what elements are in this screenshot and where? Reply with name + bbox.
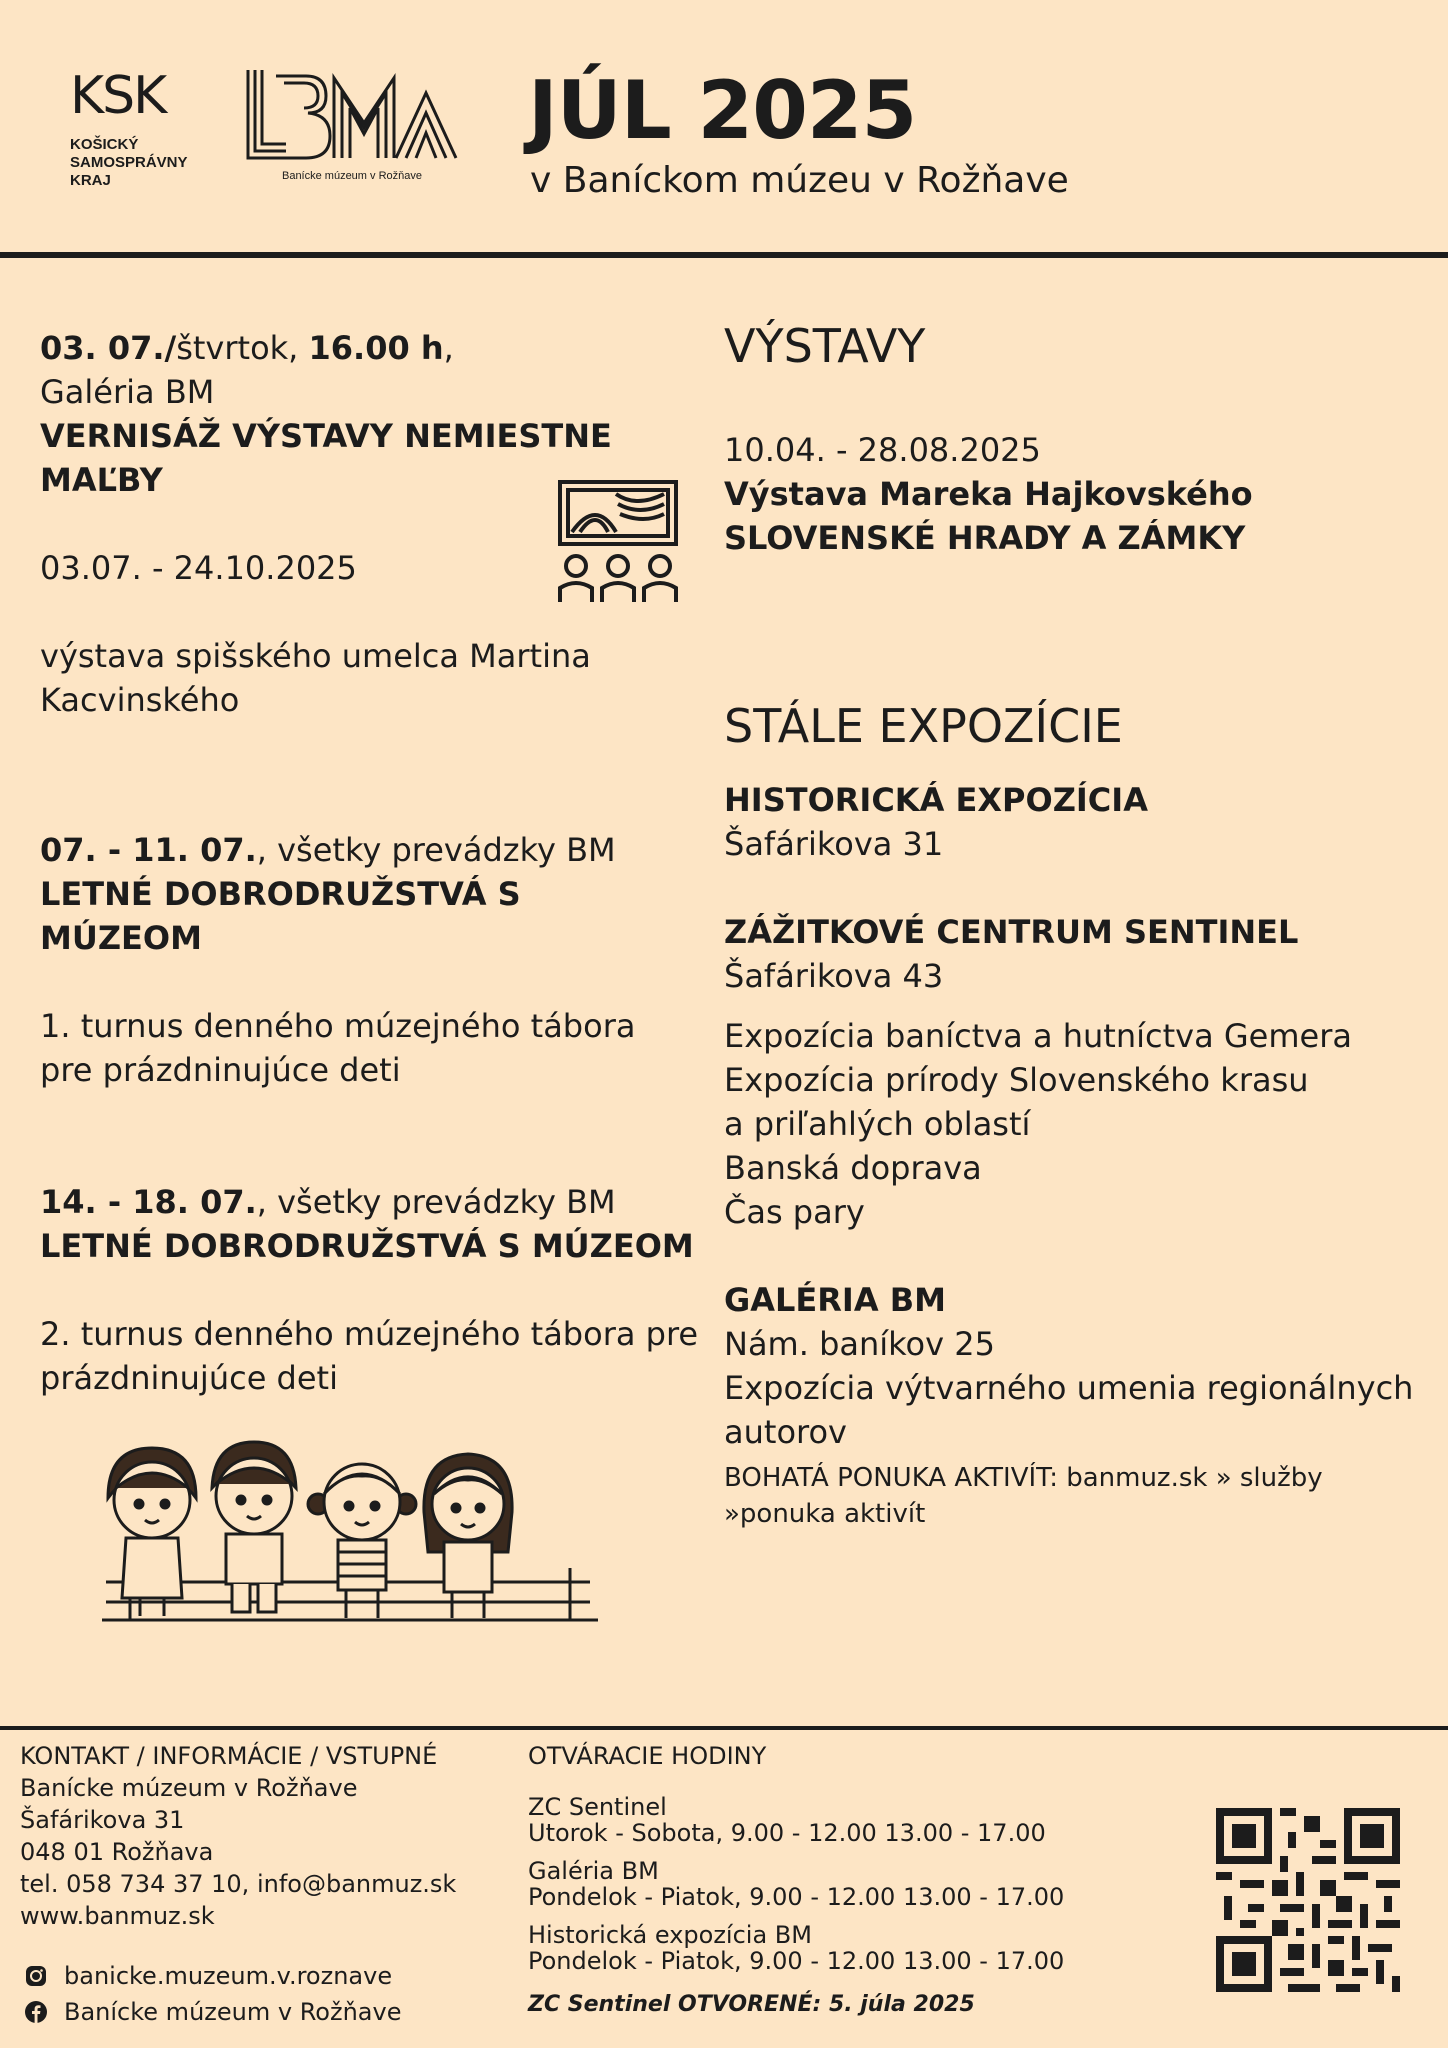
- activities-offer-line1[interactable]: BOHATÁ PONUKA AKTIVÍT: banmuz.sk » služby: [724, 1463, 1323, 1493]
- gallery-audience-icon: [556, 478, 680, 606]
- qr-code[interactable]: [1216, 1808, 1400, 1992]
- contact-phone-email[interactable]: tel. 058 734 37 10, info@banmuz.sk: [20, 1870, 457, 1898]
- hours-block: Galéria BM Pondelok - Piatok, 9.00 - 12.00 13.00 - 17.00: [528, 1857, 1065, 1911]
- gallery-address: Nám. baníkov 25: [724, 1325, 995, 1363]
- gallery-name: GALÉRIA BM: [724, 1281, 946, 1319]
- contact-website[interactable]: www.banmuz.sk: [20, 1902, 215, 1930]
- ksk-logo: [70, 66, 220, 190]
- sentinel-item: a priľahlých oblastí: [724, 1105, 1031, 1143]
- historical-address: Šafárikova 31: [724, 825, 944, 863]
- children-illustration: [100, 1438, 600, 1624]
- exhibitions-heading: VÝSTAVY: [724, 319, 926, 373]
- sentinel-name: ZÁŽITKOVÉ CENTRUM SENTINEL: [724, 913, 1299, 951]
- header-divider: [0, 252, 1448, 258]
- sentinel-item: Čas pary: [724, 1193, 865, 1231]
- exhibition-range: 10.04. - 28.08.2025: [724, 431, 1041, 469]
- hours-block: Historická expozícia BM Pondelok - Piatok, 9.00 - 12.00 13.00 - 17.00: [528, 1921, 1065, 1975]
- facebook-page[interactable]: Banícke múzeum v Rožňave: [64, 1998, 402, 2026]
- instagram-link[interactable]: [24, 1960, 504, 1992]
- event-2-desc: 1. turnus denného múzejného tábora pre prázdninujúce deti: [40, 1007, 636, 1089]
- event-1-place: Galéria BM: [40, 373, 215, 411]
- page-subtitle: v Baníckom múzeu v Rožňave: [530, 160, 1069, 201]
- activities-offer: [724, 1460, 1434, 1532]
- contact-line: Šafárikova 31: [20, 1806, 185, 1834]
- event-1-when: 03. 07./štvrtok, 16.00 h,: [40, 329, 454, 367]
- footer-divider: [0, 1726, 1448, 1730]
- ksk-text: KOŠICKÝ SAMOSPRÁVNY KRAJ: [70, 136, 188, 189]
- sentinel-address: Šafárikova 43: [724, 957, 944, 995]
- sentinel-opening-note: ZC Sentinel OTVORENÉ: 5. júla 2025: [528, 1992, 975, 2017]
- facebook-icon: [24, 2000, 48, 2024]
- social-block: [24, 1960, 504, 2028]
- ksk-mark: KSK: [70, 66, 166, 126]
- event-2-when: 07. - 11. 07., všetky prevádzky BM: [40, 831, 616, 869]
- event-2: [40, 828, 680, 1092]
- page-title: JÚL 2025: [528, 64, 917, 157]
- sentinel-item: Banská doprava: [724, 1149, 982, 1187]
- bm-logo: [246, 68, 458, 182]
- event-1-range: 03.07. - 24.10.2025: [40, 549, 357, 587]
- historical-name: HISTORICKÁ EXPOZÍCIA: [724, 781, 1148, 819]
- event-2-title: LETNÉ DOBRODRUŽSTVÁ S MÚZEOM: [40, 875, 521, 957]
- gallery-description: Expozícia výtvarného umenia regionálnych autorov: [724, 1369, 1414, 1451]
- contact-heading: KONTAKT / INFORMÁCIE / VSTUPNÉ: [20, 1742, 438, 1770]
- opening-hours: [528, 1740, 1088, 2017]
- bm-logo-icon: [246, 68, 458, 168]
- sentinel-item: Expozícia baníctva a hutníctva Gemera: [724, 1017, 1352, 1055]
- event-3-when: 14. - 18. 07., všetky prevádzky BM: [40, 1183, 616, 1221]
- activities-offer-line2[interactable]: »ponuka aktivít: [724, 1499, 926, 1529]
- event-1-desc: výstava spišského umelca Martina Kacvinského: [40, 637, 591, 719]
- instagram-icon: [24, 1964, 48, 1988]
- contact-line: 048 01 Rožňava: [20, 1838, 214, 1866]
- exhibition-line2: SLOVENSKÉ HRADY A ZÁMKY: [724, 519, 1246, 557]
- bm-caption: Banícke múzeum v Rožňave: [281, 170, 422, 182]
- sentinel-item: Expozícia prírody Slovenského krasu: [724, 1061, 1309, 1099]
- exhibition-line1: Výstava Mareka Hajkovského: [724, 475, 1253, 513]
- exhibitions-section: [724, 318, 1424, 560]
- event-1-title: VERNISÁŽ VÝSTAVY NEMIESTNE MAĽBY: [40, 417, 612, 499]
- contact-line: Banícke múzeum v Rožňave: [20, 1774, 358, 1802]
- hours-block: ZC Sentinel Utorok - Sobota, 9.00 - 12.00 13.00 - 17.00: [528, 1793, 1046, 1847]
- event-3: [40, 1180, 700, 1400]
- instagram-handle[interactable]: banicke.muzeum.v.roznave: [64, 1962, 393, 1990]
- hours-heading: OTVÁRACIE HODINY: [528, 1742, 767, 1770]
- permanent-heading: STÁLE EXPOZÍCIE: [724, 699, 1123, 753]
- event-3-desc: 2. turnus denného múzejného tábora pre prázdninujúce deti: [40, 1315, 699, 1397]
- facebook-link[interactable]: [24, 1996, 504, 2028]
- permanent-section: [724, 698, 1434, 1532]
- contact-block: [20, 1740, 500, 1932]
- event-3-title: LETNÉ DOBRODRUŽSTVÁ S MÚZEOM: [40, 1227, 694, 1265]
